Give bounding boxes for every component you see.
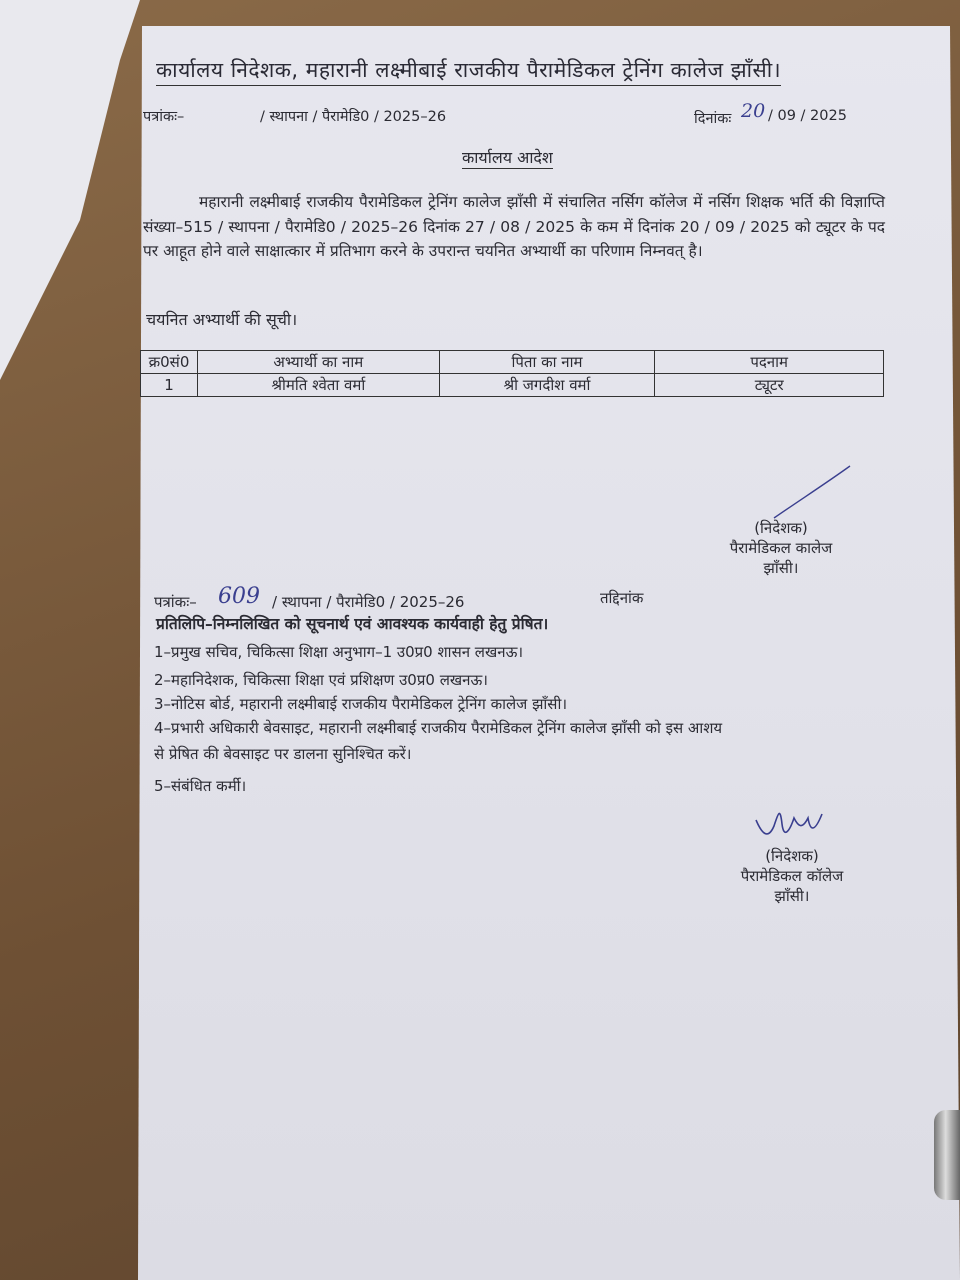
header-serial: क्र0सं0 [141, 351, 198, 374]
header-father-name: पिता का नाम [439, 351, 655, 374]
copy-item-3: 3–नोटिस बोर्ड, महारानी लक्ष्मीबाई राजकीय पैरामेडिकल ट्रेनिंग कालेज झाँसी। [154, 695, 568, 713]
order-paragraph [143, 190, 885, 264]
office-title: कार्यालय निदेशक, महारानी लक्ष्मीबाई राजकीय पैरामेडिकल ट्रेनिंग कालेज झाँसी। [156, 56, 781, 86]
cell-candidate-name: श्रीमति श्वेता वर्मा [197, 374, 439, 397]
signature2-city: झाँसी। [774, 887, 810, 905]
signature2-title: (निदेशक) [765, 847, 819, 865]
copy-date: तद्दिनांक [600, 589, 644, 607]
signature2-college: पैरामेडिकल कॉलेज [740, 867, 844, 885]
copy-item-5: 5–संबंधित कर्मी। [154, 777, 247, 795]
table-row [141, 374, 884, 397]
cell-serial: 1 [141, 374, 198, 397]
ref-text: / स्थापना / पैरामेडि0 / 2025–26 [260, 109, 447, 125]
list-title: चयनित अभ्यार्थी की सूची। [146, 310, 298, 329]
signature-stroke-1 [770, 462, 860, 522]
signature1-title: (निदेशक) [754, 519, 808, 537]
candidate-table [140, 350, 884, 397]
signature-block-2 [722, 846, 862, 906]
copy-ref-label: पत्रांकः– [154, 593, 197, 611]
date-rest: / 09 / 2025 [768, 108, 847, 124]
signature1-city: झाँसी। [763, 559, 799, 577]
header-designation: पदनाम [655, 351, 884, 374]
copy-item-2: 2–महानिदेशक, चिकित्सा शिक्षा एवं प्रशिक्षण उ0प्र0 लखनऊ। [154, 671, 488, 689]
pen-object [934, 1110, 960, 1200]
copy-title: प्रतिलिपि–निम्नलिखित को सूचनार्थ एवं आवश्यक कार्यवाही हेतु प्रेषित। [156, 615, 549, 633]
copy-ref-number-handwritten: 609 [218, 584, 260, 609]
table-header-row [141, 351, 884, 374]
copy-ref-text: / स्थापना / पैरामेडि0 / 2025–26 [272, 593, 465, 611]
date-label: दिनांकः [694, 111, 732, 127]
date-handwritten: 20 [741, 100, 766, 122]
cell-father-name: श्री जगदीश वर्मा [439, 374, 655, 397]
ref-label: पत्रांकः– [143, 109, 185, 125]
copy-item-1: 1–प्रमुख सचिव, चिकित्सा शिक्षा अनुभाग–1 उ0प्र0 शासन लखनऊ। [154, 643, 524, 661]
cell-designation: ट्यूटर [655, 374, 884, 397]
order-heading: कार्यालय आदेश [462, 148, 553, 167]
signature-block-1 [716, 518, 846, 578]
signature-handwritten-2 [752, 800, 832, 848]
copy-item-4-cont: से प्रेषित की बेवसाइट पर डालना सुनिश्चित करें। [154, 745, 412, 763]
header-candidate-name: अभ्यार्थी का नाम [197, 351, 439, 374]
copy-item-4: 4–प्रभारी अधिकारी बेवसाइट, महारानी लक्ष्मीबाई राजकीय पैरामेडिकल ट्रेनिंग कालेज झाँसी को इस आशय [154, 719, 723, 737]
signature1-college: पैरामेडिकल कालेज [729, 539, 833, 557]
order-paragraph-text: महारानी लक्ष्मीबाई राजकीय पैरामेडिकल ट्रेनिंग कालेज झाँसी में संचालित नर्सिग कॉलेज में नर्सिग शिक्षक भर्ति की विज्ञाप्ति संख्या–515 / स्थापना / पैरामेडि0 / 2025–26 दिनांक 27 / 08 / 2025 के कम में दिनांक 20 / 09 / 2025 को ट्यूटर के पद पर आहूत होने वाले साक्षात्कार में प्रतिभाग करने के उपरान्त चयनित अभ्यार्थी का परिणाम निम्नवत् है। [143, 193, 885, 260]
